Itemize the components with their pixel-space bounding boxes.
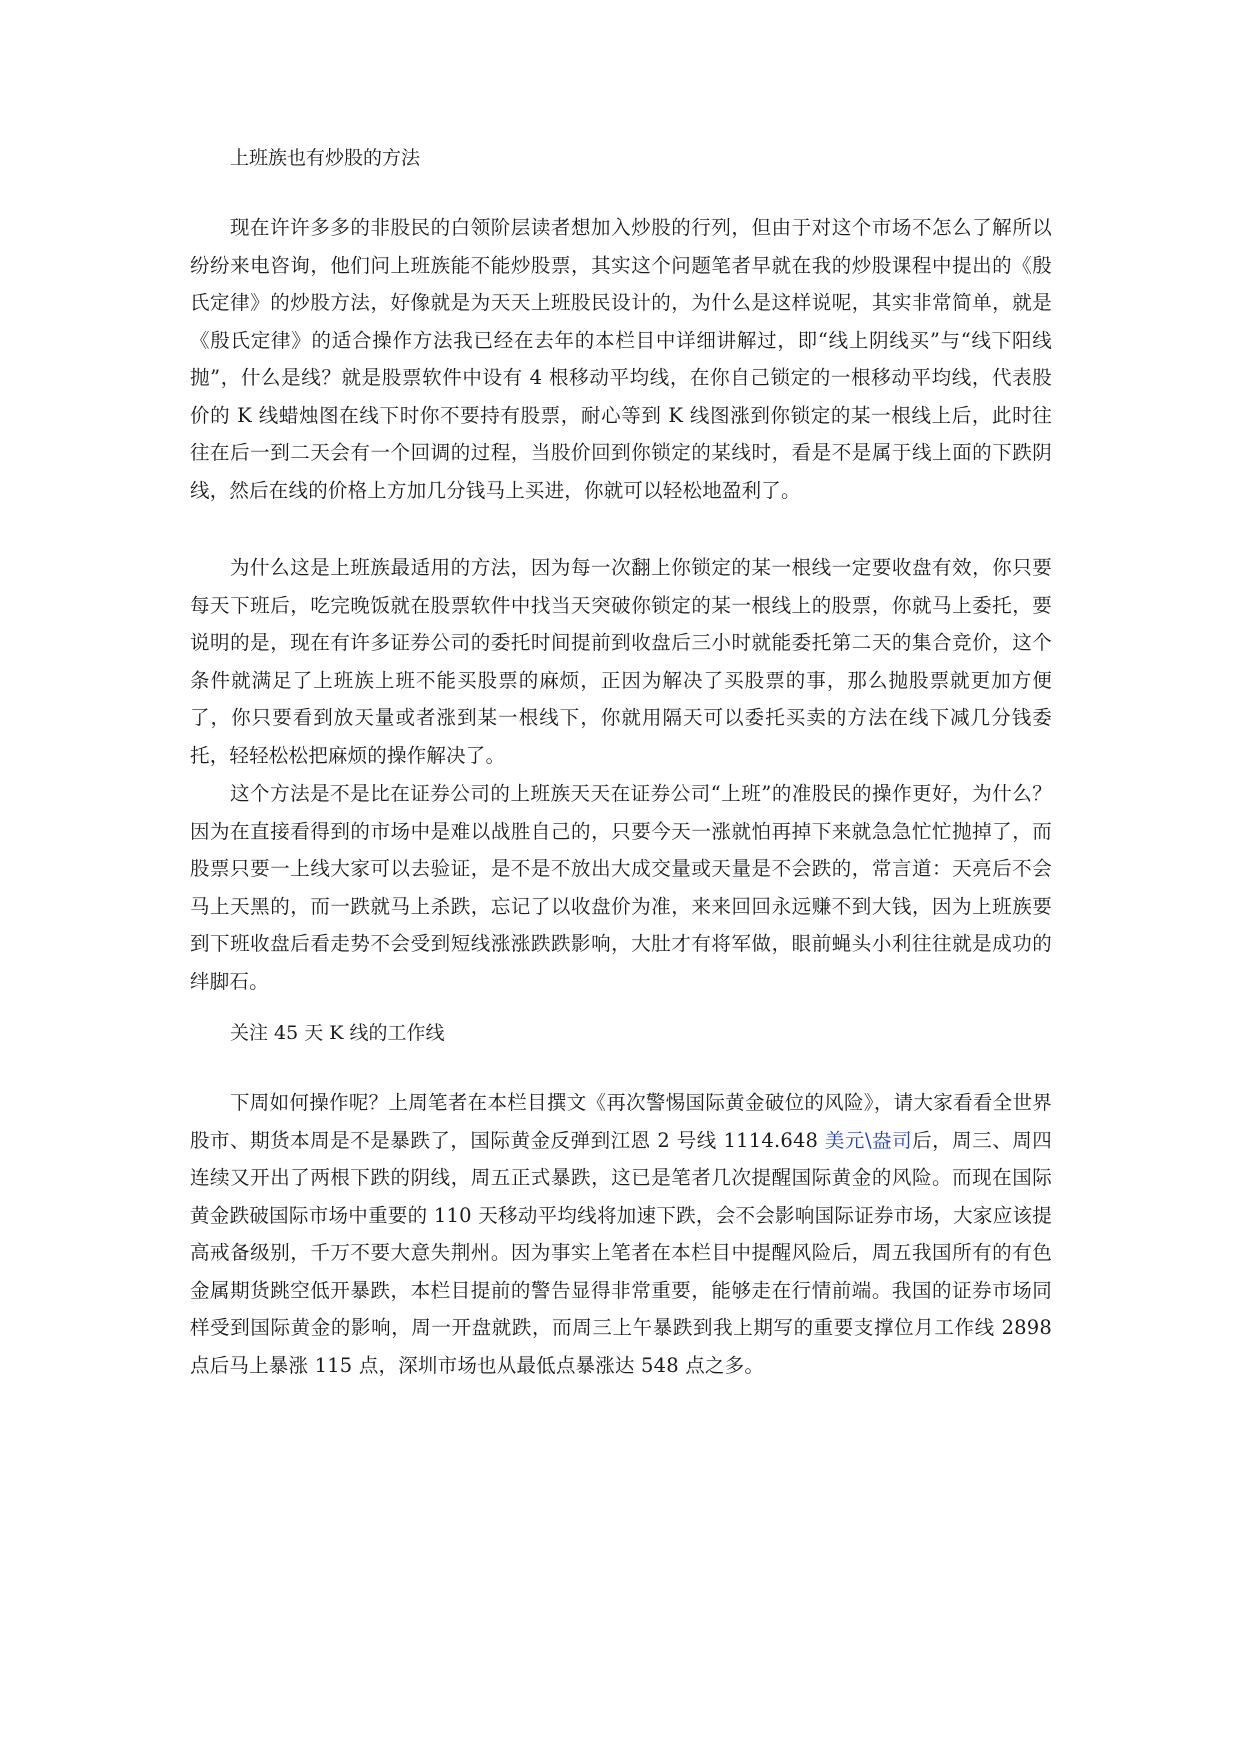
- paragraph-next-week-text-2: 后，周三、周四连续又开出了两根下跌的阴线，周五正式暴跌，这已是笔者几次提醒国际黄金的风险。而现在国际黄金跌破国际市场中重要的 110 天移动平均线将加速下跌，会不会影响国际证券市场，大家应该提高戒备级别，千万不要大意失荆州。因为事实上笔者在本栏目中提醒风险后，周五我国所有的有色金属期货跳空低开暴跌，本栏目提前的警告显得非常重要，能够走在行情前端。我国的证券市场同样受到国际黄金的影响，周一开盘就跌，而周三上午暴跌到我上期写的重要支撑位月工作线 2898 点后马上暴涨 115 点，深圳市场也从最低点暴涨达 548 点之多。: [190, 1128, 1052, 1377]
- paragraph-next-week-text-1: 下周如何操作呢？上周笔者在本栏目撰文《再次警惕国际黄金破位的风险》，请大家看看全世界股市、期货本周是不是暴跌了，国际黄金反弹到江恩 2 号线 1114.648: [190, 1091, 1052, 1152]
- paragraph-why-suitable: 为什么这是上班族最适用的方法，因为每一次翻上你锁定的某一根线一定要收盘有效，你只要每天下班后，吃完晚饭就在股票软件中找当天突破你锁定的某一根线上的股票，你就马上委托，要说明的是，现在有许多证券公司的委托时间提前到收盘后三小时就能委托第二天的集合竞价，这个条件就满足了上班族上班不能买股票的麻烦，正因为解决了买股票的事，那么抛股票就更加方便了，你只要看到放天量或者涨到某一根线下，你就用隔天可以委托买卖的方法在线下减几分钱委托，轻轻松松把麻烦的操作解决了。: [190, 556, 1052, 767]
- paragraph-next-week: [190, 1084, 1052, 1384]
- paragraph-intro: 现在许许多多的非股民的白领阶层读者想加入炒股的行列，但由于对这个市场不怎么了解所以纷纷来电咨询，他们问上班族能不能炒股票，其实这个问题笔者早就在我的炒股课程中提出的《殷氏定律》的炒股方法，好像就是为天天上班股民设计的，为什么是这样说呢，其实非常简单，就是《殷氏定律》的适合操作方法我已经在去年的本栏目中详细讲解过，即“线上阴线买”与“线下阳线抛”，什么是线？就是股票软件中设有 4 根移动平均线，在你自己锁定的一根移动平均线，代表股价的 K 线蜡烛图在线下时你不要持有股票，耐心等到 K 线图涨到你锁定的某一根线上后，此时往往在后一到二天会有一个回调的过程，当股价回到你锁定的某线时，看是不是属于线上面的下跌阴线，然后在线的价格上方加几分钱马上买进，你就可以轻松地盈利了。: [190, 216, 1052, 502]
- section-heading-office-worker-method: 上班族也有炒股的方法: [230, 147, 421, 169]
- usd-ounce-link[interactable]: 美元\盎司: [824, 1128, 913, 1152]
- paragraph-comparison: 这个方法是不是比在证券公司的上班族天天在证券公司“上班”的准股民的操作更好，为什么？因为在直接看得到的市场中是难以战胜自己的，只要今天一涨就怕再掉下来就急急忙忙抛掉了，而股票只要一上线大家可以去验证，是不是不放出大成交量或天量是不会跌的，常言道：天亮后不会马上天黑的，而一跌就马上杀跌，忘记了以收盘价为准，来来回回永远赚不到大钱，因为上班族要到下班收盘后看走势不会受到短线涨涨跌跌影响，大肚才有将军做，眼前蝇头小利往往就是成功的绊脚石。: [190, 782, 1052, 993]
- section-heading-45-day-line: 关注 45 天 K 线的工作线: [230, 1022, 445, 1044]
